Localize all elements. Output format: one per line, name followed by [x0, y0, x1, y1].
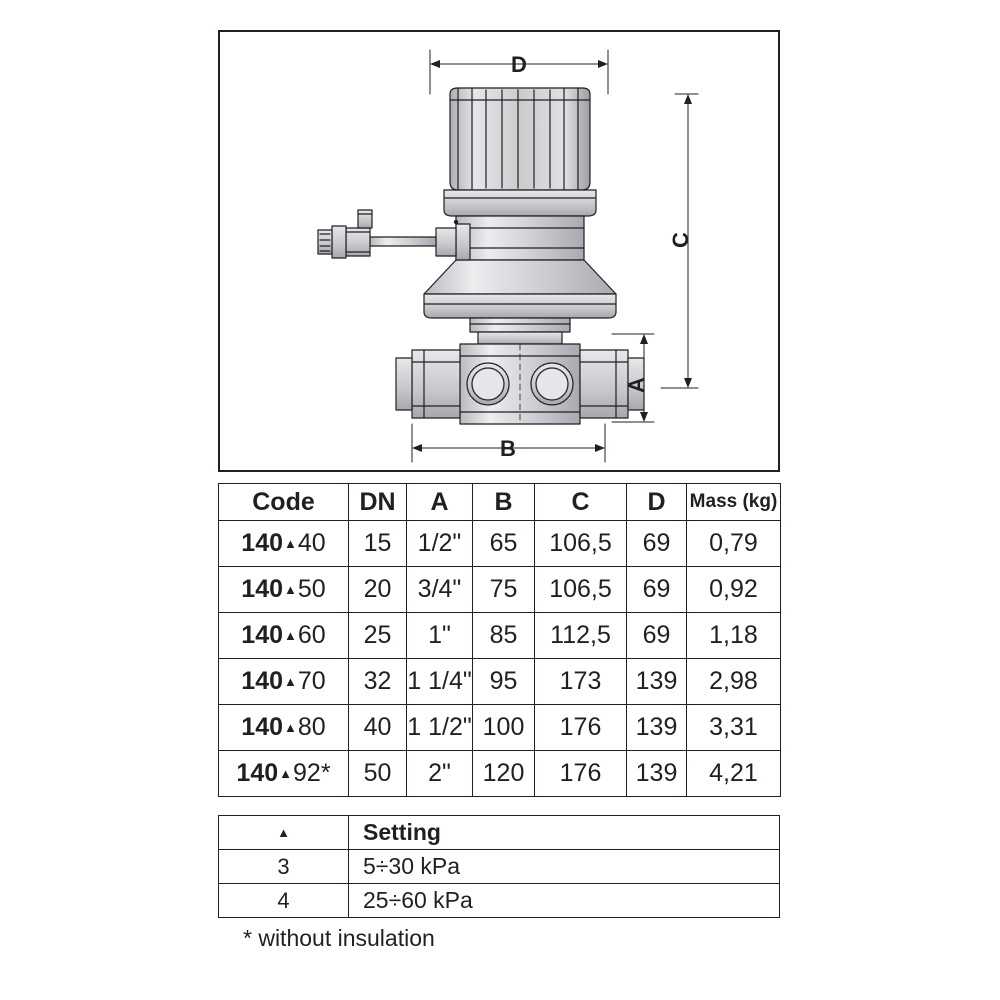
- cell-c: 106,5: [535, 567, 627, 613]
- cell-c: 106,5: [535, 521, 627, 567]
- footnote: * without insulation: [243, 925, 435, 951]
- cell-c: 176: [535, 751, 627, 797]
- cell-code: 140▲60: [219, 613, 349, 659]
- cell-mass: 4,21: [687, 751, 781, 797]
- valve-body: [396, 344, 644, 424]
- table-row: [219, 567, 781, 613]
- cell-mass: 0,92: [687, 567, 781, 613]
- dimension-label-a: A: [624, 377, 649, 393]
- setting-row: [219, 884, 780, 918]
- dimension-label-c: C: [668, 232, 693, 248]
- table-row: [219, 659, 781, 705]
- cell-d: 139: [627, 705, 687, 751]
- cell-a: 2": [407, 751, 473, 797]
- dimension-label-b: B: [500, 436, 516, 461]
- cell-d: 69: [627, 521, 687, 567]
- column-header-b: B: [473, 484, 535, 521]
- table-row: [219, 613, 781, 659]
- cell-mass: 3,31: [687, 705, 781, 751]
- cell-d: 69: [627, 613, 687, 659]
- cell-b: 95: [473, 659, 535, 705]
- cell-d: 69: [627, 567, 687, 613]
- dimension-table: [218, 483, 781, 797]
- cell-b: 100: [473, 705, 535, 751]
- column-header-c: C: [535, 484, 627, 521]
- setting-key: 4: [219, 884, 349, 918]
- setting-header-label: Setting: [349, 816, 780, 850]
- setting-table: [218, 815, 780, 918]
- column-header-mass: Mass (kg): [687, 484, 781, 521]
- cell-a: 1 1/2": [407, 705, 473, 751]
- column-header-d: D: [627, 484, 687, 521]
- cell-code: 140▲40: [219, 521, 349, 567]
- cell-code: 140▲92*: [219, 751, 349, 797]
- setting-marker-icon: ▲: [219, 816, 349, 850]
- cell-c: 173: [535, 659, 627, 705]
- cell-a: 1": [407, 613, 473, 659]
- column-header-a: A: [407, 484, 473, 521]
- cell-mass: 1,18: [687, 613, 781, 659]
- cell-mass: 0,79: [687, 521, 781, 567]
- cell-c: 112,5: [535, 613, 627, 659]
- cell-d: 139: [627, 751, 687, 797]
- cell-b: 75: [473, 567, 535, 613]
- side-connection: [318, 210, 470, 260]
- setting-header-row: [219, 816, 780, 850]
- cell-code: 140▲50: [219, 567, 349, 613]
- cell-mass: 2,98: [687, 659, 781, 705]
- cell-dn: 20: [349, 567, 407, 613]
- table-row: [219, 521, 781, 567]
- cell-b: 120: [473, 751, 535, 797]
- cell-dn: 40: [349, 705, 407, 751]
- cell-dn: 32: [349, 659, 407, 705]
- cell-b: 65: [473, 521, 535, 567]
- setting-value: 25÷60 kPa: [349, 884, 780, 918]
- setting-key: 3: [219, 850, 349, 884]
- valve-neck: [470, 318, 570, 344]
- table-row: [219, 751, 781, 797]
- setting-value: 5÷30 kPa: [349, 850, 780, 884]
- cell-dn: 25: [349, 613, 407, 659]
- cell-a: 1 1/4": [407, 659, 473, 705]
- cell-code: 140▲70: [219, 659, 349, 705]
- dimension-label-d: D: [511, 52, 527, 77]
- actuator-cap: [444, 88, 596, 216]
- setting-row: [219, 850, 780, 884]
- cell-a: 3/4": [407, 567, 473, 613]
- column-header-dn: DN: [349, 484, 407, 521]
- valve-drawing: [220, 32, 778, 470]
- cell-c: 176: [535, 705, 627, 751]
- cell-a: 1/2": [407, 521, 473, 567]
- drawing-panel: [218, 30, 780, 472]
- cell-dn: 50: [349, 751, 407, 797]
- table-header-row: [219, 484, 781, 521]
- cell-code: 140▲80: [219, 705, 349, 751]
- cell-dn: 15: [349, 521, 407, 567]
- cell-d: 139: [627, 659, 687, 705]
- table-row: [219, 705, 781, 751]
- cell-b: 85: [473, 613, 535, 659]
- column-header-code: Code: [219, 484, 349, 521]
